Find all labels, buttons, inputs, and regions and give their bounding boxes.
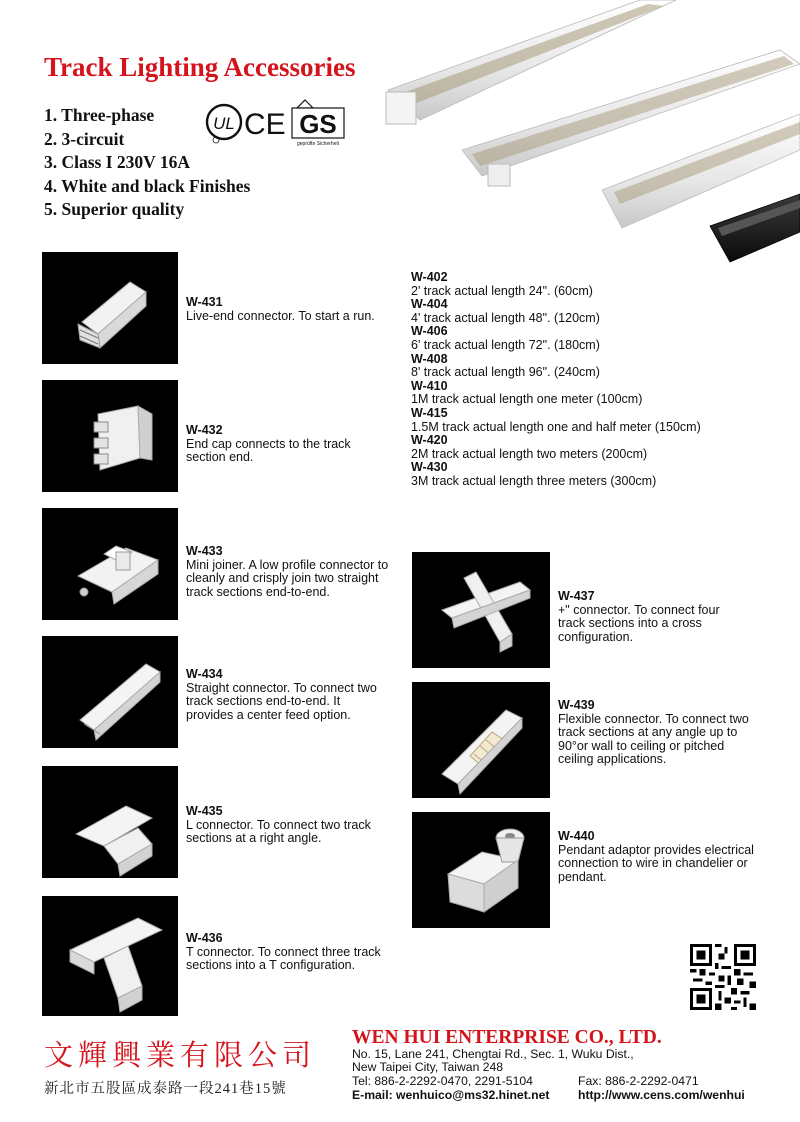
product-image xyxy=(42,252,178,364)
track-code: W-420 xyxy=(411,433,448,448)
product-image xyxy=(412,682,550,798)
product-description: L connector. To connect two track sections at a right angle. xyxy=(186,817,371,846)
product-description: +" connector. To connect four track sections into a cross configuration. xyxy=(558,602,720,644)
feature-item: 1. Three-phase xyxy=(44,105,155,125)
product-description: Live-end connector. To start a run. xyxy=(186,308,375,323)
product-info-w433 xyxy=(186,545,400,599)
track-description: 4' track actual length 48". (120cm) xyxy=(411,310,600,325)
product-image xyxy=(42,896,178,1016)
track-code: W-406 xyxy=(411,324,448,339)
company-name-english: WEN HUI ENTERPRISE CO., LTD. xyxy=(352,1027,662,1048)
certification-logos xyxy=(204,96,356,148)
track-description: 1M track actual length one meter (100cm) xyxy=(411,392,643,407)
product-description: Mini joiner. A low profile connector to cleanly and crisply join two straight track sections end-to-end. xyxy=(186,557,389,599)
product-description: Flexible connector. To connect two track sections at any angle up to 90°or wall to ceiling or pitched ceiling applications. xyxy=(558,711,749,767)
flexible-connector-icon xyxy=(412,682,550,798)
track-black xyxy=(710,194,800,262)
feature-item: 2. 3-circuit xyxy=(44,128,125,149)
page-title: Track Lighting Accessories xyxy=(44,52,356,82)
product-image xyxy=(42,508,178,620)
straight-connector-icon xyxy=(42,636,178,748)
pendant-adaptor-icon xyxy=(412,812,550,928)
gs-logo-icon xyxy=(292,100,344,147)
product-info-w439 xyxy=(558,699,758,767)
track-description: 8' track actual length 96". (240cm) xyxy=(411,365,600,380)
track-code: W-408 xyxy=(411,351,448,366)
product-code: W-437 xyxy=(558,589,595,603)
t-connector-icon xyxy=(42,896,178,1016)
product-description: Pendant adaptor provides electrical connection to wire in chandelier or pendant. xyxy=(558,842,754,884)
company-email[interactable]: E-mail: wenhuico@ms32.hinet.net xyxy=(352,1088,550,1102)
product-info-w440 xyxy=(558,830,758,884)
svg-text:geprüfte Sicherheit: geprüfte Sicherheit xyxy=(297,141,339,147)
live-end-connector-icon xyxy=(42,252,178,364)
feature-item: 4. White and black Finishes xyxy=(44,175,251,196)
product-code: W-431 xyxy=(186,295,223,309)
product-code: W-435 xyxy=(186,804,223,818)
product-image xyxy=(42,636,178,748)
product-code: W-439 xyxy=(558,698,595,712)
track-code: W-430 xyxy=(411,460,448,475)
product-info-w434 xyxy=(186,668,386,722)
l-connector-icon xyxy=(42,766,178,878)
svg-text:CE: CE xyxy=(244,108,286,141)
product-info-w431 xyxy=(186,296,396,323)
track-code: W-404 xyxy=(411,297,448,312)
product-image xyxy=(412,812,550,928)
ce-logo-icon xyxy=(244,108,286,141)
product-image xyxy=(42,766,178,878)
svg-text:GS: GS xyxy=(299,109,337,139)
product-code: W-434 xyxy=(186,667,223,681)
feature-item: 5. Superior quality xyxy=(44,199,185,220)
company-phone: Tel: 886-2-2292-0470, 2291-5104 xyxy=(352,1074,533,1088)
product-code: W-440 xyxy=(558,829,595,843)
company-fax: Fax: 886-2-2292-0471 xyxy=(578,1074,699,1088)
company-address-line2: New Taipei City, Taiwan 248 xyxy=(352,1060,504,1074)
svg-text:UL: UL xyxy=(213,114,235,133)
product-code: W-432 xyxy=(186,423,223,437)
product-description: End cap connects to the track section end. xyxy=(186,436,351,465)
company-website-link[interactable]: http://www.cens.com/wenhui xyxy=(578,1088,745,1102)
track-code: W-402 xyxy=(411,270,448,284)
product-info-w432 xyxy=(186,424,386,465)
product-image xyxy=(412,552,550,668)
track-description: 6' track actual length 72". (180cm) xyxy=(411,337,600,352)
feature-item: 3. Class I 230V 16A xyxy=(44,152,191,173)
product-info-w437 xyxy=(558,590,748,644)
track-code: W-415 xyxy=(411,405,448,420)
mini-joiner-icon xyxy=(42,508,178,620)
track-description: 1.5M track actual length one and half meter (150cm) xyxy=(411,419,701,434)
track-sections-image xyxy=(380,0,800,270)
company-address-line1: No. 15, Lane 241, Chengtai Rd., Sec. 1, Wuku Dist., xyxy=(352,1047,634,1061)
product-info-w436 xyxy=(186,932,386,973)
product-info-w435 xyxy=(186,805,396,846)
track-length-list xyxy=(411,271,701,489)
product-code: W-436 xyxy=(186,931,223,945)
product-description: Straight connector. To connect two track sections end-to-end. It provides a center feed option. xyxy=(186,680,377,722)
cross-connector-icon xyxy=(412,552,550,668)
company-name-chinese: 文輝興業有限公司 xyxy=(44,1040,317,1072)
product-image xyxy=(42,380,178,492)
qr-code-icon xyxy=(690,944,756,1010)
product-code: W-433 xyxy=(186,544,223,558)
track-code: W-410 xyxy=(411,378,448,393)
company-address-chinese: 新北市五股區成泰路一段241巷15號 xyxy=(44,1081,287,1097)
track-description: 3M track actual length three meters (300cm) xyxy=(411,473,657,488)
track-description: 2M track actual length two meters (200cm) xyxy=(411,446,648,461)
product-description: T connector. To connect three track sections into a T configuration. xyxy=(186,944,381,973)
track-description: 2' track actual length 24". (60cm) xyxy=(411,283,593,298)
ul-logo-icon xyxy=(207,105,241,143)
end-cap-icon xyxy=(42,380,178,492)
